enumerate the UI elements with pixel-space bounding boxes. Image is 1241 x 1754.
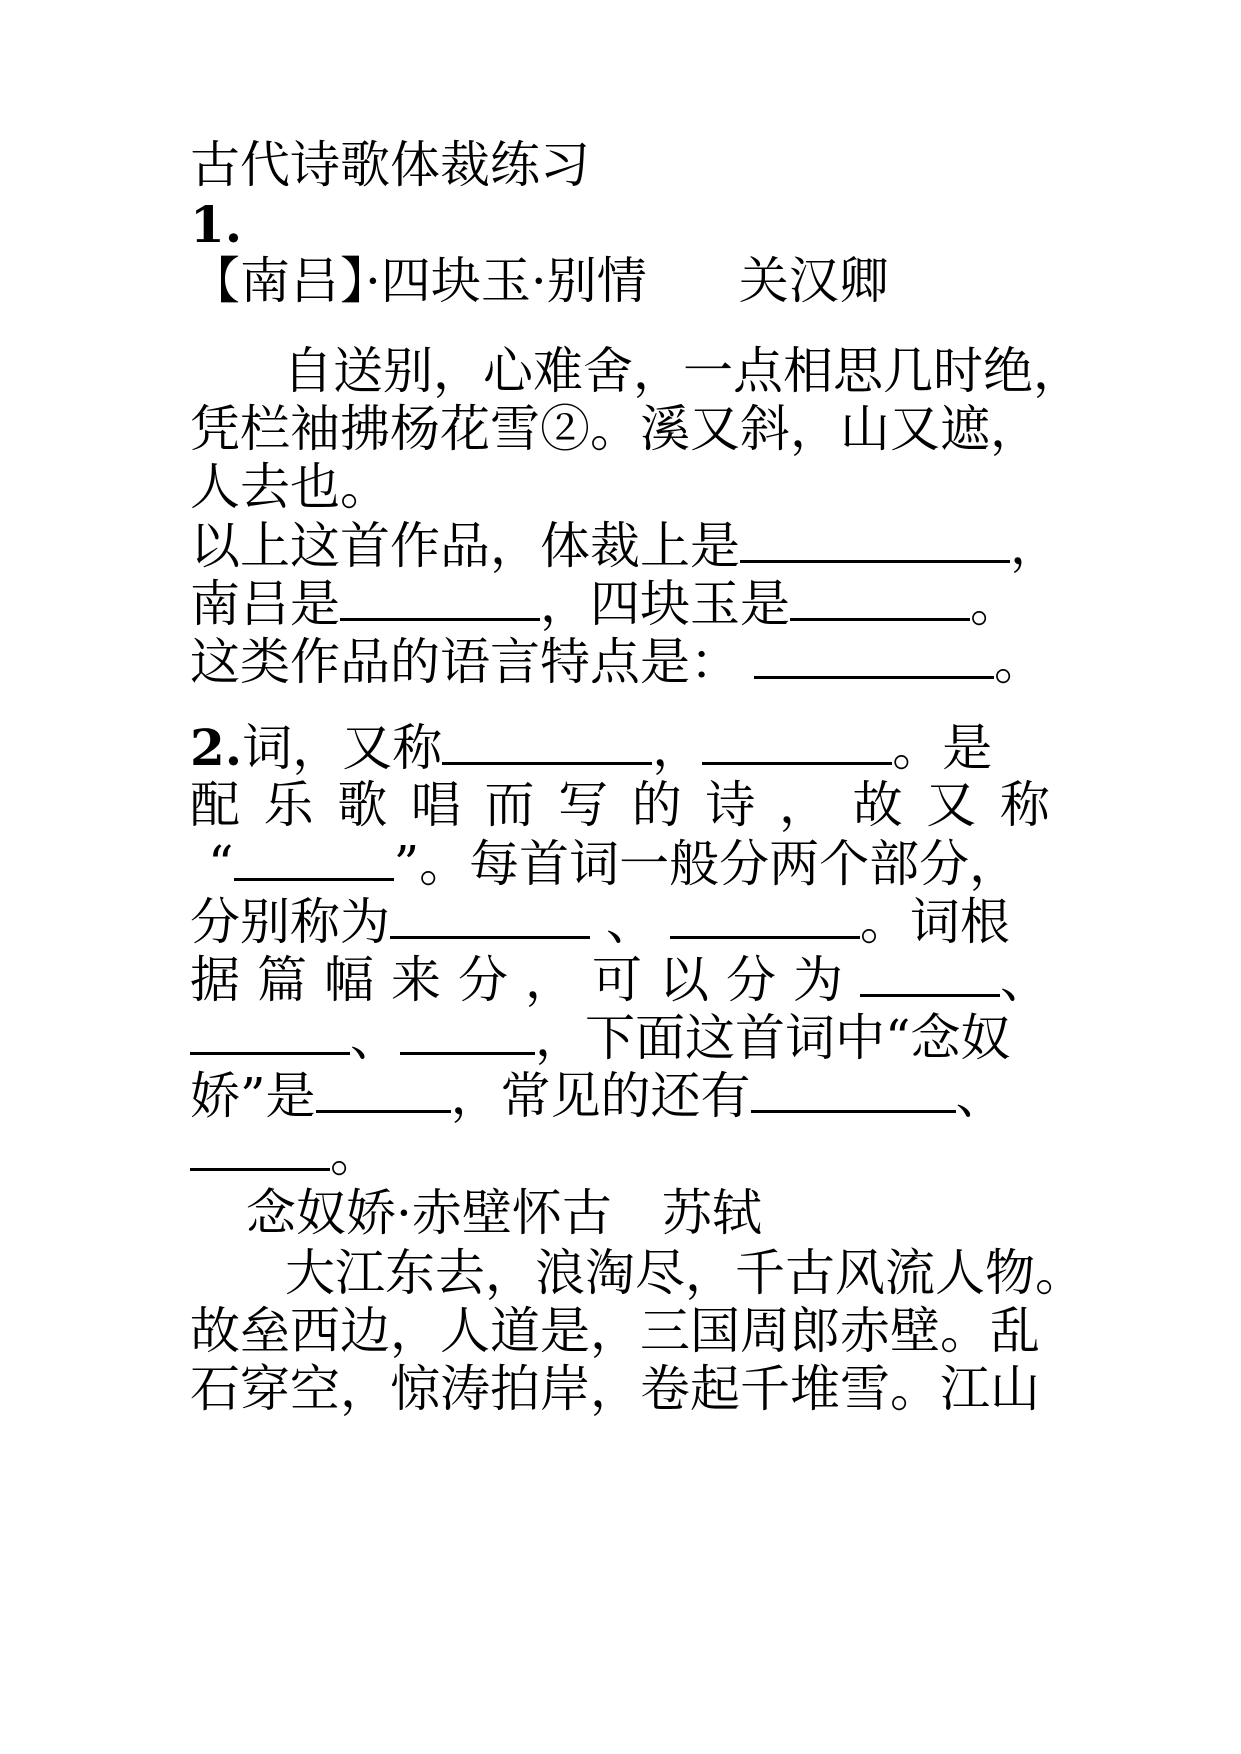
answer-blank[interactable]	[442, 716, 652, 765]
question-1-number: 1.	[190, 195, 243, 254]
poem-2-line: 大江东去，浪淘尽，千古风流人物。	[285, 1244, 1085, 1302]
answer-blank[interactable]	[340, 572, 540, 621]
question-2-line-6: 、 ，下面这首词中“念奴	[190, 1006, 1011, 1068]
answer-blank[interactable]	[790, 572, 970, 621]
poem-1-line: 凭栏袖拂杨花雪②。溪又斜，山又遮，	[190, 400, 1040, 458]
answer-blank[interactable]	[754, 630, 994, 679]
poem-2-title: 念奴娇·赤壁怀古	[246, 1184, 612, 1242]
question-2-line-1: 2.词，又称 ， 。是	[190, 718, 993, 777]
answer-blank[interactable]	[190, 1122, 330, 1171]
answer-blank[interactable]	[740, 514, 1010, 563]
poem-1-line: 自送别，心难舍，一点相思几时绝，	[283, 342, 1083, 400]
poem-1-line: 人去也。	[190, 458, 390, 516]
answer-blank[interactable]	[860, 948, 1000, 997]
answer-blank[interactable]	[670, 890, 860, 939]
answer-blank[interactable]	[751, 1064, 956, 1113]
poem-2-line: 石穿空，惊涛拍岸，卷起千堆雪。江山	[190, 1360, 1040, 1418]
question-1-line-2: 南吕是 ，四块玉是 。	[190, 572, 1020, 634]
question-2-line-8: 。	[190, 1122, 380, 1184]
question-2-line-3: “ ”。每首词一般分两个部分，	[190, 832, 1019, 894]
answer-blank[interactable]	[190, 1006, 350, 1055]
answer-blank[interactable]	[234, 832, 394, 881]
poem-2-line: 故垒西边，人道是，三国周郎赤壁。乱	[190, 1302, 1040, 1360]
worksheet-title: 古代诗歌体裁练习	[190, 136, 590, 194]
poem-1-header	[190, 250, 889, 312]
poem-2-header	[246, 1182, 762, 1244]
question-2-line-2: 配 乐 歌 唱 而 写 的 诗 ， 故 又 称	[190, 776, 1050, 834]
poem-1-title: 【南吕】·四块玉·别情	[190, 252, 647, 310]
question-1-line-1: 以上这首作品，体裁上是 ，	[190, 514, 1060, 576]
poem-1-author: 关汉卿	[738, 252, 889, 310]
poem-2-author: 苏轼	[661, 1184, 762, 1242]
answer-blank[interactable]	[390, 890, 590, 939]
answer-blank[interactable]	[702, 716, 892, 765]
question-1-line-3: 这类作品的语言特点是： 。	[190, 630, 1044, 692]
question-2-line-4: 分别称为 、 。词根	[190, 890, 1010, 952]
question-2-line-7: 娇”是 ，常见的还有 、	[190, 1064, 1006, 1126]
question-2-number: 2.	[190, 718, 243, 777]
answer-blank[interactable]	[316, 1064, 451, 1113]
answer-blank[interactable]	[400, 1006, 535, 1055]
question-2-line-5: 据 篇 幅 来 分 ， 可 以 分 为 、	[190, 948, 1050, 1010]
